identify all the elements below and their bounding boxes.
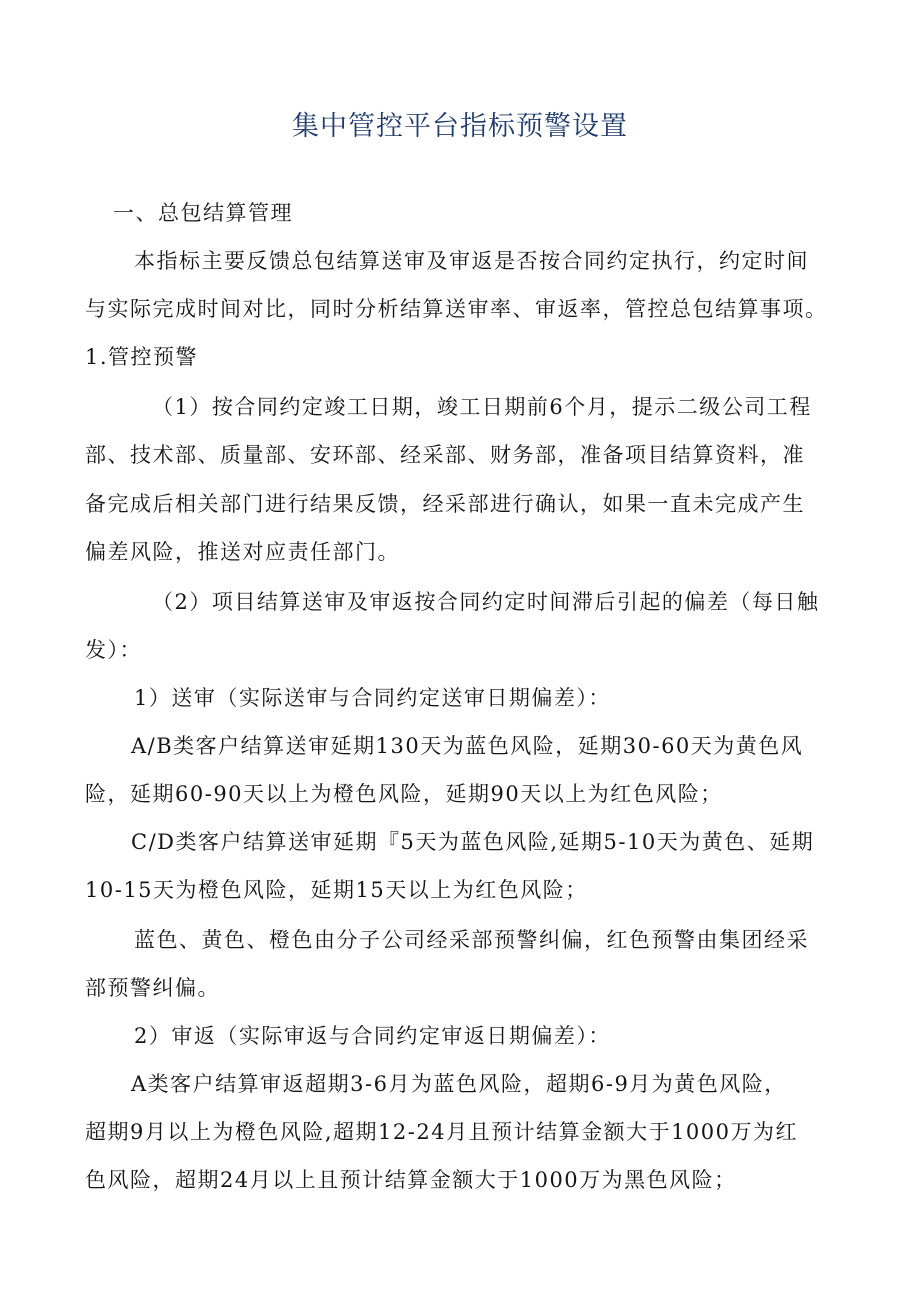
paragraph-line: 部预警纠偏。 [85,976,220,1000]
section-heading: 一、总包结算管理 [113,201,293,225]
paragraph-line: 险，延期60-90天以上为橙色风险，延期90天以上为红色风险； [85,782,723,806]
subsection-heading: 1.管控预警 [85,345,199,369]
paragraph-line: A类客户结算审返超期3-6月为蓝色风险，超期6-9月为黄色风险， [131,1072,787,1096]
paragraph-line: 备完成后相关部门进行结果反馈，经采部进行确认，如果一直未完成产生 [85,492,805,516]
paragraph-line: C/D类客户结算送审延期『5天为蓝色风险,延期5-10天为黄色、延期 [131,830,815,854]
paragraph-line: 本指标主要反馈总包结算送审及审返是否按合同约定执行，约定时间 [134,249,809,273]
paragraph-line: 色风险，超期24月以上且预计结算金额大于1000万为黑色风险； [85,1168,737,1192]
paragraph-line: 偏差风险，推送对应责任部门。 [85,540,400,564]
paragraph-line: A/B类客户结算送审延期130天为蓝色风险，延期30-60天为黄色风 [131,734,804,758]
list-item-heading: 1）送审（实际送审与合同约定送审日期偏差）： [134,686,611,710]
paragraph-line: 蓝色、黄色、橙色由分子公司经采部预警纠偏，红色预警由集团经采 [134,928,809,952]
paragraph-line: （1）按合同约定竣工日期，竣工日期前6个月，提示二级公司工程 [152,395,812,419]
paragraph-line: 超期9月以上为橙色风险,超期12-24月且预计结算金额大于1000万为红 [85,1120,799,1144]
paragraph-line: 部、技术部、质量部、安环部、经采部、财务部，准备项目结算资料，准 [85,443,805,467]
paragraph-line: 10-15天为橙色风险，延期15天以上为红色风险； [85,878,588,902]
list-item-heading: 2）审返（实际审返与合同约定审返日期偏差）： [134,1024,611,1048]
paragraph-line: 与实际完成时间对比，同时分析结算送审率、审返率，管控总包结算事项。 [85,297,828,321]
paragraph-line: （2）项目结算送审及审返按合同约定时间滞后引起的偏差（每日触 [152,590,820,614]
document-title: 集中管控平台指标预警设置 [292,111,628,142]
paragraph-line: 发）： [85,638,142,662]
